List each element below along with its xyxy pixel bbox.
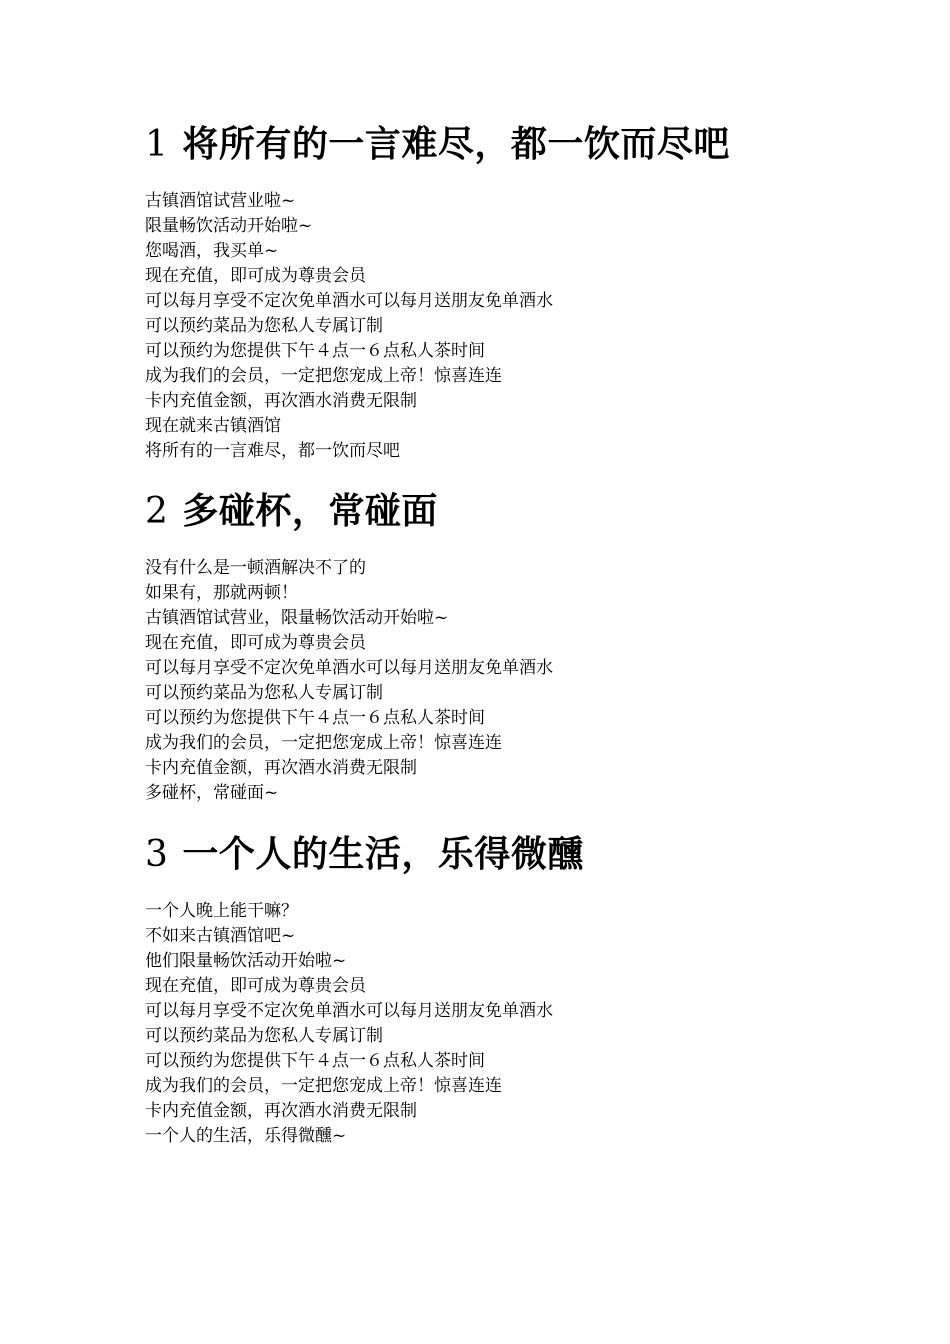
text-line: 可以每月享受不定次免单酒水可以每月送朋友免单酒水	[145, 1001, 553, 1021]
section-1	[145, 122, 865, 464]
text-line: 现在充值，即可成为尊贵会员	[145, 633, 366, 653]
section-text	[145, 899, 865, 1149]
text-line: 古镇酒馆试营业啦~	[145, 191, 296, 211]
text-line: 可以每月享受不定次免单酒水可以每月送朋友免单酒水	[145, 658, 553, 678]
text-line: 可以预约为您提供下午４点一６点私人茶时间	[145, 1051, 485, 1071]
section-title: 将所有的一言难尽，都一饮而尽吧	[182, 123, 730, 165]
text-line: 可以预约菜品为您私人专属订制	[145, 316, 383, 336]
text-line: 现在充值，即可成为尊贵会员	[145, 976, 366, 996]
section-title: 一个人的生活，乐得微醺	[182, 833, 584, 875]
text-line: 将所有的一言难尽，都一饮而尽吧	[145, 441, 400, 461]
section-heading	[145, 122, 865, 167]
text-line: 一个人晚上能干嘛？	[145, 901, 298, 921]
text-line: 成为我们的会员，一定把您宠成上帝！惊喜连连	[145, 1076, 502, 1096]
text-line: 可以预约为您提供下午４点一６点私人茶时间	[145, 708, 485, 728]
section-number: 1	[145, 124, 169, 165]
text-line: 一个人的生活，乐得微醺~	[145, 1126, 347, 1146]
text-line: 可以预约为您提供下午４点一６点私人茶时间	[145, 341, 485, 361]
text-line: 不如来古镇酒馆吧~	[145, 926, 296, 946]
text-line: 卡内充值金额，再次酒水消费无限制	[145, 391, 417, 411]
text-line: 卡内充值金额，再次酒水消费无限制	[145, 1101, 417, 1121]
text-line: 成为我们的会员，一定把您宠成上帝！惊喜连连	[145, 733, 502, 753]
text-line: 没有什么是一顿酒解决不了的	[145, 558, 366, 578]
text-line: 古镇酒馆试营业，限量畅饮活动开始啦~	[145, 608, 449, 628]
section-heading	[145, 832, 865, 877]
section-2	[145, 489, 865, 806]
text-line: 限量畅饮活动开始啦~	[145, 216, 313, 236]
text-line: 如果有，那就两顿！	[145, 583, 298, 603]
text-line: 您喝酒，我买单~	[145, 241, 279, 261]
text-line: 现在就来古镇酒馆	[145, 416, 281, 436]
section-number: 3	[145, 834, 169, 875]
section-number: 2	[145, 491, 169, 532]
section-text	[145, 189, 865, 464]
text-line: 他们限量畅饮活动开始啦~	[145, 951, 347, 971]
text-line: 可以每月享受不定次免单酒水可以每月送朋友免单酒水	[145, 291, 553, 311]
text-line: 卡内充值金额，再次酒水消费无限制	[145, 758, 417, 778]
text-line: 多碰杯，常碰面~	[145, 783, 279, 803]
text-line: 现在充值，即可成为尊贵会员	[145, 266, 366, 286]
text-line: 可以预约菜品为您私人专属订制	[145, 683, 383, 703]
section-title: 多碰杯，常碰面	[182, 490, 438, 532]
section-text	[145, 556, 865, 806]
text-line: 可以预约菜品为您私人专属订制	[145, 1026, 383, 1046]
section-3	[145, 832, 865, 1149]
section-heading	[145, 489, 865, 534]
text-line: 成为我们的会员，一定把您宠成上帝！惊喜连连	[145, 366, 502, 386]
